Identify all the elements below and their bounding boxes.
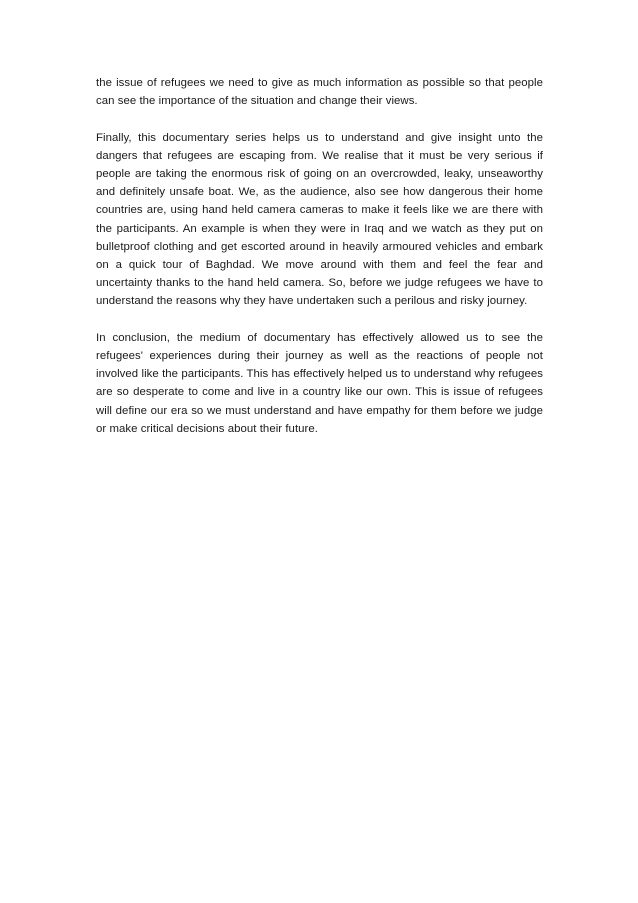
paragraph-dangers: Finally, this documentary series helps us to understand and give insight unto the dangers that refugees are escaping from. We realise that it must be very serious if people are taking the enormous risk of going on an overcrowded, leaky, unseaworthy and definitely unsafe boat. We, as the audience, also see how dangerous their home countries are, using hand held camera cameras to make it feels like we are there with the participants. An example is when they were in Iraq and we watch as they put on bulletproof clothing and get escorted around in heavily armoured vehicles and embark on a quick tour of Baghdad. We move around with them and feel the fear and uncertainty thanks to the hand held camera. So, before we judge refugees we have to understand the reasons why they have undertaken such a perilous and risky journey. [96, 131, 543, 308]
paragraph-intro-continuation: the issue of refugees we need to give as much information as possible so that people can see the importance of the situation and change their views. [96, 77, 543, 108]
paragraph-conclusion: In conclusion, the medium of documentary has effectively allowed us to see the refugees' experiences during their journey as well as the reactions of people not involved like the participants. This has effectively helped us to understand why refugees are so desperate to come and live in a country like our own. This is issue of refugees will define our era so we must understand and have empathy for them before we judge or make critical decisions about their future. [96, 331, 543, 435]
document-body [96, 74, 543, 438]
